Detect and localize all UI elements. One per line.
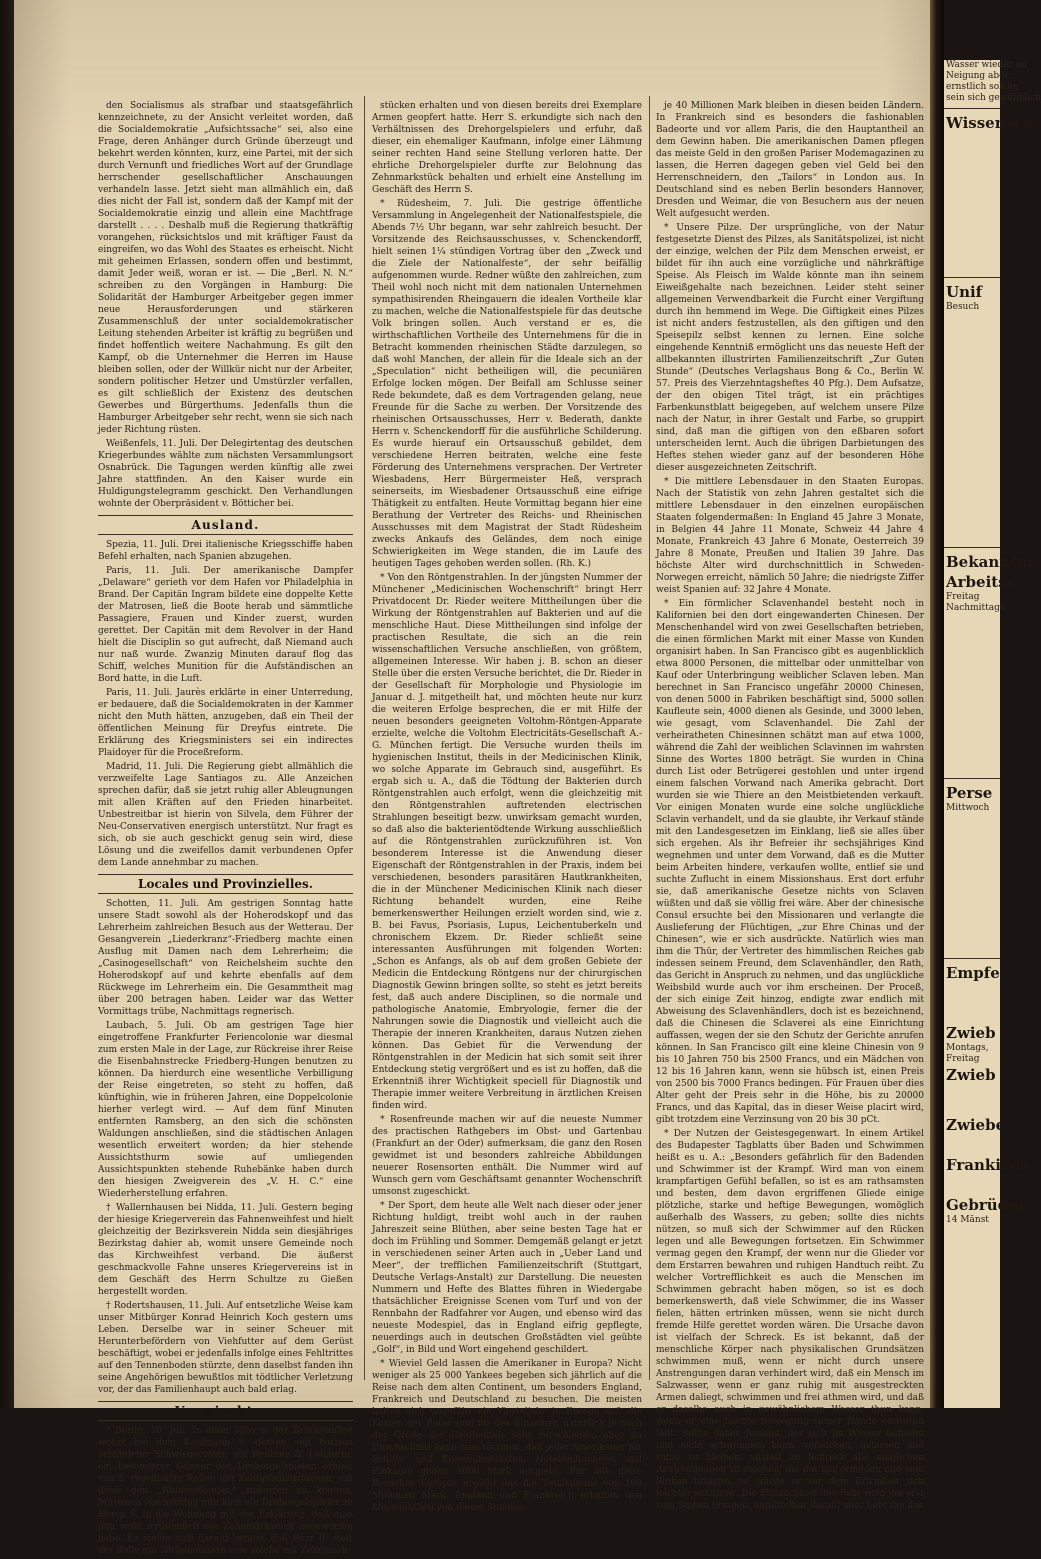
article-paragraph: * Der Sport, dem heute alle Welt nach dieser oder jener Richtung huldigt, treibt wohl auch in der rauhen Jahreszeit seine Blüthen, aber seine besten Tage hat er doch im Frühling und Sommer. Demgemäß gelangt er jetzt in verschiedenen seiner Arten auch in „Ueber Land und Meer“, der trefflichen Familienzeitschrift (Stuttgart, Deutsche Verlags-Anstalt) zur Darstellung. Die neuesten Nummern und Hefte des Blattes führen in Wiedergabe thatsächlicher Ereignisse Scenen vom Turf und von der Rennbahn der Radfahrer vor Augen, und ebenso wird das neueste Modespiel, das in England eifrig gepflegte, neuerdings auch in deutschen Großstädten viel geübte „Golf“, in Bild und Wort eingehend geschildert. bbox=[372, 1201, 642, 1355]
column-3 bbox=[656, 100, 924, 1514]
column-rule bbox=[649, 96, 650, 1380]
adjacent-heading: Gebrüder bbox=[946, 1196, 1026, 1214]
article-paragraph: * Der Nutzen der Geistesgegenwart. In einem Artikel des Budapester Tagblatts über Baden und Schwimmen heißt es u. A.: „Besonders gefährlich für den Badenden und Schwimmer ist der Krampf. Wird man von einem krampfartigen Gefühl befallen, so ist es am rathsamsten und besten, dem davon ergriffenen Gliede einige plötzliche, starke und heftige Bewegungen, womöglich außerhalb des Wassers, zu geben; sollte dies nichts nützen, so muß sich der Schwimmer auf den Rücken legen und alle Bewegungen fortsetzen. Ein Schwimmer vermag gegen den Krampf, der wenn nur die Glieder vor dem Erstarren bewahren und ruhigen Handtuch reibt. Zu welcher Vortrefflichkeit es auch die Menschen im Schwimmen gebracht haben mögen, so ist es doch bemerkenswerth, daß viele Schwimmer, die ins Wasser fielen, hätten ertrinken müssen, wenn sie nicht durch fremde Hilfe gerettet worden wären. Die Ursache davon ist vielfach der Schreck. Es ist bekannt, daß der menschliche Körper nach physikalischen Grundsätzen schwimmen muß, wenn er nicht durch unsere Anstrengungen daran verhindert wird, daß ein Mensch im Salzwasser, wenn er ganz ruhig mit ausgestreckten Armen daliegt, schwimmen und frei athmen wird, und daß er daselbe auch in gewöhnlichem Wasser thun kann, wenn er eine leichte Bewegung seiner Hände eintreten läßt. Sollte daher Jemand, der sich im Wasser befindet und nicht schwimmen kann, versuchen, gelassen und ruhig zu bleiben, anstatt im Schreck alle möglichen Anstrengungen zu machen, die ihn nur ermüden und zum Sinken bringen, so würde er vor dem Ertrinken sich leichter schützen. Die Plötzlichkeit des Falls wird ihn erst zum Sinken bringen, unmittelbar darauf aber hebt ihn das bbox=[656, 1129, 924, 1511]
adjacent-text: Neigung aber, bbox=[946, 71, 1011, 81]
article-paragraph: * Von den Röntgenstrahlen. In der jüngsten Nummer der Münchener „Medicinischen Wochenschrift“ bringt Herr Privatdocent Dr. Rieder weitere Mittheilungen über die Wirkung der Röntgenstrahlen auf Bakterien und auf die menschliche Haut. Diese Mittheilungen sind infolge der practischen Resultate, die sich an die rein wissenschaftlichen Versuche anschließen, von größtem, allgemeinen Interesse. Wir haben j. B. schon an dieser Stelle über die ersten Versuche berichtet, die Dr. Rieder in der Gesellschaft für Morphologie und Physiologie im Januar d. J. mitgetheilt hat, und möchten heute nur kurz die weiteren Erfolge besprechen, die er mit Hilfe der neuen besonders geeigneten Voltohm-Röntgen-Apparate erzielte, welche die Voltohm Electricitäts-Gesellschaft A.-G. München fertigt. Die Versuche wurden theils im hygienischen Institut, theils in der Medicinischen Klinik, wo solche Apparate im Gebrauch sind, ausgeführt. Es ergab sich u. A., daß die Tödtung der Bakterien durch Röntgenstrahlen auch erfolgt, wenn die gleichzeitig mit den Röntgenstrahlen auftretenden electrischen Strahlungen beseitigt bezw. unwirksam gemacht wurden, so daß also die bakterientödtende Wirkung ausschließlich auf die Röntgenstrahlen zurückzuführen ist. Von besonderem Interesse ist die Anwendung dieser Eigenschaft der Röntgenstrahlen in der Praxis, indem bei verschiedenen, besonders parasitären Hautkrankheiten, die in der Münchener Medicinischen Klinik nach dieser Richtung behandelt wurden, eine Reihe bemerkenswerther Heilungen erzielt worden sind, wie z. B. bei Favus, Psoriasis, Lupus, Leichentuberkeln und chronischem Ekzem. Dr. Rieder schließt seine interessanten Ausführungen mit folgenden Worten: „Schon es Anfangs, als ob auf dem großen Gebiete der Medicin die Entdeckung Röntgens nur der chirurgischen Diagnostik Gewinn bringen sollte, so steht es jetzt bereits fest, daß auch andere Disciplinen, so die normale und pathologische Anatomie, Embryologie, ferner die der Nahrungen sowie die Diagnostik und vielleicht auch die Therapie der inneren Krankheiten, daraus Nutzen ziehen können. Das Gebiet für die Verwendung der Röntgenstrahlen in der Medicin hat sich somit seit ihrer Entdeckung stetig vergrößert und es ist zu hoffen, daß die Erkenntniß ihrer Wichtigkeit speciell für Diagnostik und Therapie immer weitere Verbreitung in ärztlichen Kreisen finden wird. bbox=[372, 573, 642, 1111]
adjacent-text: Montags, bbox=[946, 1043, 989, 1053]
article-paragraph: * Rosenfreunde machen wir auf die neueste Nummer des practischen Rathgebers im Obst- und Gartenbau (Frankfurt an der Oder) aufmerksam, die ganz den Rosen gewidmet ist und besonders zahlreiche Abbildungen neuerer Rosensorten enthält. Die Nummer wird auf Wunsch gern vom Geschäftsamt genannter Wochenschrift umsonst zugeschickt. bbox=[372, 1115, 642, 1197]
section-heading-locales: Locales und Provinzielles. bbox=[98, 874, 353, 894]
article-paragraph: je 40 Millionen Mark bleiben in diesen beiden Ländern. In Frankreich sind es besonders die fashionablen Badeorte und vor allem Paris, die den Hauptantheil an dem Gewinn haben. Die amerikanischen Damen pflegen das meiste Geld in den großen Pariser Modemagazinen zu lassen, die Herren dagegen geben viel Geld bei den Herrenschneidern, den „Tailors“ in London aus. In Deutschland sind es neben Berlin besonders Hannover, Dresden und Weimar, die von Besuchern aus der neuen Welt aufgesucht werden. bbox=[656, 101, 924, 219]
article-paragraph: Madrid, 11. Juli. Die Regierung giebt allmählich die verzweifelte Lage Santiagos zu. Alle Anzeichen sprechen dafür, daß sie jetzt ruhig aller Ableugnungen mit allen Kräften auf den Frieden hinarbeitet. Unbestreitbar ist hierin von Silvela, dem Führer der Neu-Conservativen energisch unterstützt. Nur fragt es sich, ob sie auch geschickt genug sein wird, diese Lösung und die zweifellos damit verbundenen Opfer dem Lande annehmbar zu machen. bbox=[98, 762, 353, 868]
article-paragraph: * Berlin, 10. Juli. In einer Villa in der Brückenallee wohnt bei dem Kaufmann S. dessen seit kurzem erblindeter Schwiegervater, ein Rentner B. Letzterer, ein besonderer Gönner der Drehorgelspieler, erhielt von S. regelmäßig Rollen mit Zehnpfennigstücken, um diese den „Hofmusikanten“ zuwerfen zu können. Mittwoch Nachmittag nun kam ein Drehorgelspieler zu Herrn S. in die Wohnung mit der Erklärung, daß man ihm wohl irrthümlich ein Zehnmarkstück zugeworfen habe. Es stellte sich darauf heraus, daß Herr B. statt der Rolle mit Nickelmünzen eine solche mit Zehnmark- bbox=[98, 1426, 353, 1556]
article-paragraph: * Wieviel Geld lassen die Amerikaner in Europa? Nicht weniger als 25 000 Yankees begeben sich jährlich auf die Reise nach dem alten Continent, um besonders England, Frankreich und Deutschland zu besuchen. Die meisten halten sich ungefähr ein Vierteljahr in Europa auf; die Kosten der Reise sind für des Einzelnen natürlich je nach der Größe des Geldbeutels sehr verschieden, aber im Durchschnitt kann man rechnen, daß jeder Amerikaner für Schiffs- und Eisenbahnfahrten, Hotelrechnungen und Einkäufe gegen 4000 Mark ausgiebt. Für alle diese Besucher Europas ergiebt das die Totalsumme von 100 Millionen Mark. England und Frankreich erhalten den Löwenantheil von dieser Summe; bbox=[372, 1359, 642, 1513]
book-gutter bbox=[930, 0, 944, 1408]
article-paragraph: * Die mittlere Lebensdauer in den Staaten Europas. Nach der Statistik von zehn Jahren gestaltet sich die mittlere Lebensdauer in den einzelnen europäischen Staaten folgendermaßen: In England 45 Jahre 3 Monate, in Belgien 44 Jahre 11 Monate, Schweiz 44 Jahre 4 Monate, Frankreich 43 Jahre 6 Monate, Oesterreich 39 Jahre 8 Monate, Preußen und Italien 39 Jahre. Das höchste Alter wird durchschnittlich in Schweden-Norwegen erreicht, nämlich 50 Jahre; die niedrigste Ziffer weist Spanien auf: 32 Jahre 4 Monate. bbox=[656, 477, 924, 595]
article-paragraph: † Wallernhausen bei Nidda, 11. Juli. Gestern beging der hiesige Kriegerverein das Fahnenweihfest und hielt gleichzeitig der Bezirksverein Nidda sein diesjähriges Bezirkstag dahier ab, womit unsere Gemeinde noch das Kirchweihfest verband. Die äußerst geschmackvolle Fahne unseres Kriegervereins ist in dem Geschäft des Herrn Schultze zu Gießen hergestellt worden. bbox=[98, 1203, 353, 1297]
adjacent-text: Wasser wieder au bbox=[946, 60, 1027, 70]
article-paragraph: den Socialismus als strafbar und staatsgefährlich kennzeichnete, zu der Ansicht verleitet worden, daß die Socialdemokratie „Aufsichtssache“ sei, also eine Frage, deren Anhänger durch Gründe überzeugt und bekehrt werden könnten, kurz, eine Partei, mit der sich durch Vernunft und friedliches Wort auf der Grundlage herrschender gesellschaftlicher Anschauungen verhandeln lasse. Jetzt sieht man allmählich ein, daß dies nicht der Fall ist, sondern daß der Kampf mit der Socialdemokratie einzig und allein eine Machtfrage darstellt . . . . Deshalb muß die Regierung thatkräftig vorangehen, rücksichtslos und mit kräftiger Faust da eingreifen, wo das Wohl des Staates es erheischt. Nicht mit geheimen Erlassen, sondern offen und bestimmt, damit Jeder weiß, woran er ist. — Die „Berl. N. N.“ schreiben zu den Vorgängen in Hamburg: Die Solidarität der Hamburger Arbeitgeber gegen immer neue Herausforderungen und stärkeren Zusammenschluß der unter socialdemokratischer Leitung stehenden Arbeiter ist kräftig zu begrüßen und findet hoffentlich weitere Nachahmung. Es gilt den Kampf, ob die Unternehmer die Herren im Hause bleiben sollen, oder der Willkür nicht nur der Arbeiter, sondern politischer Hetzer und Umstürzler verfallen, es gilt schließlich der Existenz des deutschen Gewerbes und Bürgerthums. Jedenfalls thun die Hamburger Arbeitgeber sehr recht, wenn sie sich nach jeder Richtung rüsten. bbox=[98, 101, 353, 435]
article-paragraph: Spezia, 11. Juli. Drei italienische Kriegsschiffe haben Befehl erhalten, nach Spanien abzugehen. bbox=[98, 540, 353, 562]
adjacent-text: ernstlich solche bbox=[946, 82, 1019, 92]
adjacent-text: 14 Mänst bbox=[946, 1215, 989, 1225]
section-heading-vermischtes: Vermischtes. bbox=[98, 1401, 353, 1421]
adjacent-heading: Wissensch bbox=[946, 114, 1035, 132]
adjacent-heading: Empfe bbox=[946, 964, 1000, 982]
divider bbox=[944, 778, 1000, 779]
adjacent-heading: Perse bbox=[946, 784, 993, 802]
column-1 bbox=[98, 100, 353, 1559]
adjacent-heading: Zwieb bbox=[946, 1066, 996, 1084]
article-paragraph: * Unsere Pilze. Der ursprüngliche, von der Natur festgesetzte Dienst des Pilzes, als Sanitätspolizei, ist nicht der einzige, welchen der Pilz dem Menschen erweist, er bildet für ihn auch eine vorzügliche und nährkräftige Speise. Als Fleisch im Walde könnte man ihn seinem Eiweißgehalte nach bezeichnen. Leider steht seiner allgemeinen Verwendbarkeit die Furcht einer Vergiftung durch ihn hemmend im Wege. Die Giftigkeit eines Pilzes ist nicht anders festzustellen, als den giftigen und den Speisepilz selbst kennen zu lernen. Eine solche eingehende Kenntniß ermöglicht uns das neueste Heft der allbekannten illustrirten Familienzeitschrift „Zur Guten Stunde“ (Deutsches Verlagshaus Bong & Co., Berlin W. 57. Preis des Vierzehntagsheftes 40 Pfg.). Dem Aufsatze, der den obigen Titel trägt, ist ein prächtiges Farbenkunstblatt beigegeben, auf welchem unsere Pilze nach der Natur, in ihrer Gestalt und Farbe, so gruppirt sind, daß man die giftigen von den eßbaren sofort unterscheiden lernt. Auch die übrigen Darbietungen des Heftes stehen wieder ganz auf der besonderen Höhe dieser ausgezeichneten Zeitschrift. bbox=[656, 223, 924, 473]
article-paragraph: † Rodertshausen, 11. Juli. Auf entsetzliche Weise kam unser Mitbürger Konrad Heinrich Koch gestern ums Leben. Derselbe war in seiner Scheuer mit Herunterbefördern von Viehfutter auf dem Gerüst beschäftigt, wobei er jedenfalls infolge eines Fehltrittes auf den Tennenboden stürzte, denn daselbst fanden ihn seine Angehörigen bewußtlos mit tödtlicher Verletzung vor, der das Familienhaupt auch bald erlag. bbox=[98, 1301, 353, 1395]
adjacent-text: Mittwoch bbox=[946, 803, 990, 813]
adjacent-heading: Zwieb bbox=[946, 1024, 996, 1042]
article-paragraph: Weißenfels, 11. Juli. Der Delegirtentag des deutschen Kriegerbundes wählte zum nächsten Versammlungsort Osnabrück. Die Tagungen werden künftig alle zwei Jahre stattfinden. An den Kaiser wurde ein Huldigungstelegramm geschickt. Den Verhandlungen wohnte der Oberpräsident v. Bötticher bei. bbox=[98, 439, 353, 509]
adjacent-text: sein sich gewöhnlich bbox=[946, 93, 1041, 103]
article-paragraph: * Ein förmlicher Sclavenhandel besteht noch in Kalifornien bei den dort eingewanderten Chinesen. Der Menschenhandel wird von zwei Gesellschaften betrieben, die einen förmlichen Markt mit einer Masse von Kunden organisirt haben. In San Francisco gibt es augenblicklich etwa 8000 Personen, die mittelbar oder unmittelbar von Kauf oder Unterbringung weiblicher Sclaven leben. Man berechnet in San Francisco ungefähr 20000 Chinesen, von denen 5000 in Fabriken beschäftigt sind, 5000 sollen Kaufleute sein, 4000 dienen als Gesinde, und 3000 leben, wie gesagt, vom Sclavenhandel. Die Zahl der verheiratheten Chinesinnen schätzt man auf etwa 1000, während die Zahl der weiblichen Sclavinnen im wahrsten Sinne des Wortes 1800 beträgt. Sie wurden in China durch List oder Betrügerei gestohlen und unter irgend einem falschen Vorwand nach Amerika gebracht. Dort wurden sie wie Thiere an den Meistbietenden verkauft. Vor einigen Monaten wurde eine solche unglückliche Sclavin verhandelt, und da sie glaubte, ihr Verkauf stände mit den Landesgesetzen im Einklang, ließ sie alles über sich ergehen. Als ihr Befreier ihr sechsjähriges Kind wegnehmen und unter dem Vorwand, daß es die Mutter beim Arbeiten hindere, verkaufen wollte, entlief sie und suchte Zuflucht in einem Missionshaus. Erst dort erfuhr sie, daß amerikanische Gesetze nichts von Sclaven wüßten und daß sie völlig frei wäre. Aber der chinesische Consul ersuchte bei den Missionaren und verlangte die Auslieferung der Flüchtigen, „zur Ehre Chinas und der Chinesen“, wie er sich ausdrückte. Natürlich wies man ihm die Thür, der Vertreter des himmlischen Reiches gab indessen seinem Freund, dem Sclavenhändler, den Rath, das Gericht in Anspruch zu nehmen, und das unglückliche Weibsbild wurde auch vor ihm erscheinen. Der Proceß, der sich einige Zeit hinzog, endigte zwar endlich mit Abweisung des Sclavenhändlers, doch ist es bezeichnend, daß die Chinesen die Sclaverei als eine Einrichtung auffassen, wegen der sie den Schutz der Gerichte anrufen können. In San Francisco gilt eine kleine Chinesin von 9 bis 10 Jahren 750 bis 2500 Francs, und ein Mädchen von 12 bis 16 Jahren kann, wenn sie hübsch ist, einen Preis von 2500 bis 7000 Francs bedingen. Für Frauen über dies Alter geht der Preis sehr in die Höhe, bis zu 20000 Francs, und das Kapital, das in dieser Weise placirt wird, gibt trotzdem eine Verzinsung von 20 bis 30 pCt. bbox=[656, 599, 924, 1125]
adjacent-text: Nachmittags bbox=[946, 603, 1005, 613]
adjacent-page-strip bbox=[944, 60, 1041, 1408]
column-2 bbox=[372, 100, 642, 1516]
article-paragraph: stücken erhalten und von diesen bereits drei Exemplare Armen geopfert hatte. Herr S. erkundigte sich nach den Verhältnissen des Drehorgelspielers und erfuhr, daß dieser, ein ehemaliger Kaufmann, infolge einer Lähmung seiner rechten Hand seine Stellung verloren hatte. Der ehrliche Drehorgelspieler durfte zur Belohnung das Zehnmarkstück behalten und erhielt eine Anstellung im Geschäft des Herrn S. bbox=[372, 101, 642, 195]
adjacent-heading: Zwiebe bbox=[946, 1116, 1006, 1134]
divider bbox=[944, 277, 1000, 278]
adjacent-text: Freitag bbox=[946, 1054, 980, 1064]
adjacent-heading: Frankisch bbox=[946, 1156, 1030, 1174]
divider bbox=[944, 547, 1000, 548]
article-paragraph: Laubach, 5. Juli. Ob am gestrigen Tage hier eingetroffene Frankfurter Feriencolonie war diesmal zum ersten Male in der Lage, zur Rückreise ihrer Reise die Eisenbahnstrecke Friedberg-Hungen benutzen zu können. Da hierdurch eine wesentliche Verbilligung der Reise eingetreten, so steht zu hoffen, daß künftighin, wie in früheren Jahren, eine Doppelcolonie hierher verlegt wird. — Auf dem fünf Minuten entfernten Ramsberg, an den sich die schönsten Waldungen anschließen, sind die städtischen Anlagen wesentlich erweitert worden; da hier stehende Aussichtsthurm sowie auf umliegenden Aussichtspunkten stehende Ruhebänke haben durch den hiesigen Zweigverein des „V. H. C.“ eine Wiederherstellung erfahren. bbox=[98, 1021, 353, 1199]
adjacent-heading: Unif bbox=[946, 283, 983, 301]
divider bbox=[944, 958, 1000, 959]
divider bbox=[944, 108, 1000, 109]
article-paragraph: Schotten, 11. Juli. Am gestrigen Sonntag hatte unsere Stadt sowohl als der Hoherodskopf und das Lehrerheim zahlreichen Besuch aus der Wetterau. Der Gesangverein „Liederkranz“-Friedberg machte einen Ausflug mit Damen nach dem Lehrerheim; die „Casinogesellschaft“ von Reichelsheim suchte den Hoherodskopf auf und kehrte ebenfalls auf dem Rückwege im Lehrerheim ein. Die Gesammtheit mag über 200 betragen haben. Leider war das Wetter Vormittags trübe, Nachmittags regnerisch. bbox=[98, 899, 353, 1017]
article-paragraph: * Rüdesheim, 7. Juli. Die gestrige öffentliche Versammlung in Angelegenheit der Nationalfestspiele, die Abends 7½ Uhr begann, war sehr zahlreich besucht. Der Vorsitzende des Reichsausschusses, v. Schenckendorff, hielt seinen 1¼ stündigen Vortrag über den „Zweck und die Ziele der Nationalfeste“, der sehr beifällig aufgenommen wurde. Redner wüßte den zahlreichen, zum Theil wohl noch nicht mit dem nationalen Unternehmen sympathisirenden Rheingauern die idealen Vortheile klar zu machen, welche die Nationalfestspiele für das deutsche Volk bringen sollen. Auch verstand er es, die wirthschaftlichen Vortheile des Unternehmens für die in Betracht kommenden rheinischen Städte darzulegen, so daß wohl Manchen, der allein für die Ideale sich an der „Speculation“ nicht betheiligen will, die pecuniären Erfolge locken mögen. Der Beifall am Schlusse seiner Rede bekundete, daß es dem Vortragenden gelang, neue Freunde für die Sache zu werben. Der Vorsitzende des rheinischen Ortsausschusses, Herr v. Bederath, dankte Herrn v. Schenckendorff für die ausführliche Schilderung. Es wurde hierauf ein Ortsausschuß gebildet, dem verschiedene Herren beitraten, welche eine feste Förderung des Unternehmens versprachen. Der Vertreter Wiesbadens, Herr Bürgermeister Heß, versprach seinerseits, im Wiesbadener Ortsausschuß eine eifrige Thätigkeit zu entfalten. Heute Vormittag begann hier eine Berathung der Vertreter des Reichs- und Rheinischen Ausschusses mit dem Magistrat der Stadt Rüdesheim zwecks Ankaufs des Geländes, dem noch einige Schwierigkeiten im Wege standen, die im Laufe des heutigen Tages gehoben werden sollen. (Rh. K.) bbox=[372, 199, 642, 569]
article-paragraph: Paris, 11. Juli. Jaurès erklärte in einer Unterredung, er bedauere, daß die Socialdemokraten in der Kammer nicht den Muth hätten, anzugeben, daß ein Theil der öffentlichen Meinung für Dreyfus eintrete. Die Erklärung des Kriegsministers sei ein indirectes Plaidoyer für die Proceßreform. bbox=[98, 688, 353, 758]
adjacent-heading: Arbeitsv bbox=[946, 573, 1016, 591]
article-paragraph: Paris, 11. Juli. Der amerikanische Dampfer „Delaware“ gerieth vor dem Hafen vor Philadelphia in Brand. Der Capitän Ingram bildete eine doppelte Kette der Matrosen, ließ die Boote herab und sämmtliche Passagiere, Frauen und Kinder zuerst, wurden gerettet. Der Capitän mit dem Revolver in der Hand hielt die Disciplin so gut aufrecht, daß Niemand auch nur naß wurde. Zwanzig Minuten darauf flog das Schiff, welches Munition für die Aufständischen an Bord hatte, in die Luft. bbox=[98, 566, 353, 684]
adjacent-heading: Bekanntm bbox=[946, 553, 1033, 571]
adjacent-text: Besuch bbox=[946, 302, 980, 312]
column-rule bbox=[364, 96, 365, 1380]
section-heading-ausland: Ausland. bbox=[98, 515, 353, 535]
adjacent-text: Freitag bbox=[946, 592, 980, 602]
